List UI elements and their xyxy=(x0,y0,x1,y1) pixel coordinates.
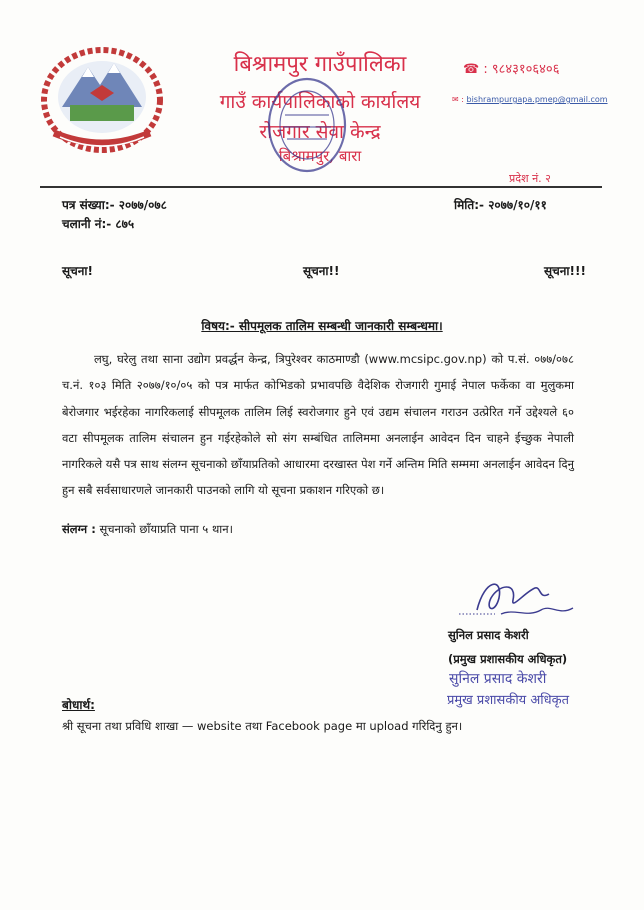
handwritten-signature xyxy=(455,570,585,630)
attachment-text: सूचनाको छाँयाप्रति पाना ५ थान। xyxy=(99,522,234,536)
office-address: बिश्रामपुर, बारा xyxy=(278,147,362,165)
attachment-label: संलग्न : xyxy=(62,522,96,536)
letter-date: मिति:- २०७७/१०/११ xyxy=(454,198,547,212)
org-name: बिश्रामपुर गाउँपालिका xyxy=(233,52,407,77)
office-name: गाउँ कार्यपालिकाको कार्यालय xyxy=(219,91,421,113)
office-stamp-icon xyxy=(265,75,350,175)
notice-left: सूचना! xyxy=(62,264,93,278)
signer-name: सुनिल प्रसाद केशरी xyxy=(448,628,529,642)
cc-heading: बोधार्थ: xyxy=(62,698,95,712)
signer-title: (प्रमुख प्रशासकीय अधिकृत) xyxy=(448,652,568,666)
letter-number: पत्र संख्या:- २०७७/०७८ xyxy=(62,198,167,212)
dispatch-number: चलानी नं:- ८७५ xyxy=(62,217,135,231)
province-label: प्रदेश नं. २ xyxy=(509,172,551,185)
email-link[interactable]: bishrampurgapa.pmep@gmail.com xyxy=(466,95,608,104)
stamp-title: प्रमुख प्रशासकीय अधिकृत xyxy=(447,693,570,708)
phone-number: ☎ : ९८४३१०६४०६ xyxy=(463,62,560,77)
nepal-emblem-icon xyxy=(40,45,165,155)
cc-text: श्री सूचना तथा प्रविधि शाखा — website तथा Facebook page मा upload गरिदिनु हुन। xyxy=(62,719,463,733)
attachment-note xyxy=(62,522,233,537)
notice-center: सूचना!! xyxy=(303,264,340,278)
letter-body: लघु, घरेलु तथा साना उद्योग प्रवर्द्धन केन्द्र, त्रिपुरेश्वर काठमाण्डौ (www.mcsipc.gov.np) को प.सं. ०७७/०७८ च.नं. १०३ मिति २०७७/१०/०५ को पत्र मार्फत कोभिडको प्रभावपछि वैदेशिक रोजगारी गुमाई नेपाल फर्केका वा मुलुकमा बेरोजगार भईरहेका नागरिकलाई सीपमूलक तालिम लिई स्वरोजगार हुने एवं उद्यम संचालन गराउन उत्प्रेरित गर्ने उद्देश्यले ६० वटा सीपमूलक तालिम संचालन हुन गईरहेकोले सो संग सम्बंधित तालिममा अनलाईन आवेदन दिन चाहने ईच्छुक नेपाली नागरिकले यसै पत्र साथ संलग्न सूचनाको छाँयाप्रतिको आधारमा दरखास्त पेश गर्ने अन्तिम मिति सम्ममा अनलाईन आवेदन दिनु हुन सबै सर्वसाधारणले जानकारी पाउनको लागि यो सूचना प्रकाशन गरिएको छ। xyxy=(62,352,575,498)
centre-name: रोजगार सेवा केन्द्र xyxy=(259,121,381,143)
telephone-icon: ☎ xyxy=(463,62,480,77)
stamp-name: सुनिल प्रसाद केशरी xyxy=(449,671,547,687)
email-icon: ✉ : xyxy=(452,95,464,104)
header-divider xyxy=(40,186,602,188)
email-address xyxy=(452,95,608,104)
subject-line: विषय:- सीपमूलक तालिम सम्बन्धी जानकारी सम्बन्धमा। xyxy=(201,319,443,333)
notice-right: सूचना!!! xyxy=(544,264,586,278)
